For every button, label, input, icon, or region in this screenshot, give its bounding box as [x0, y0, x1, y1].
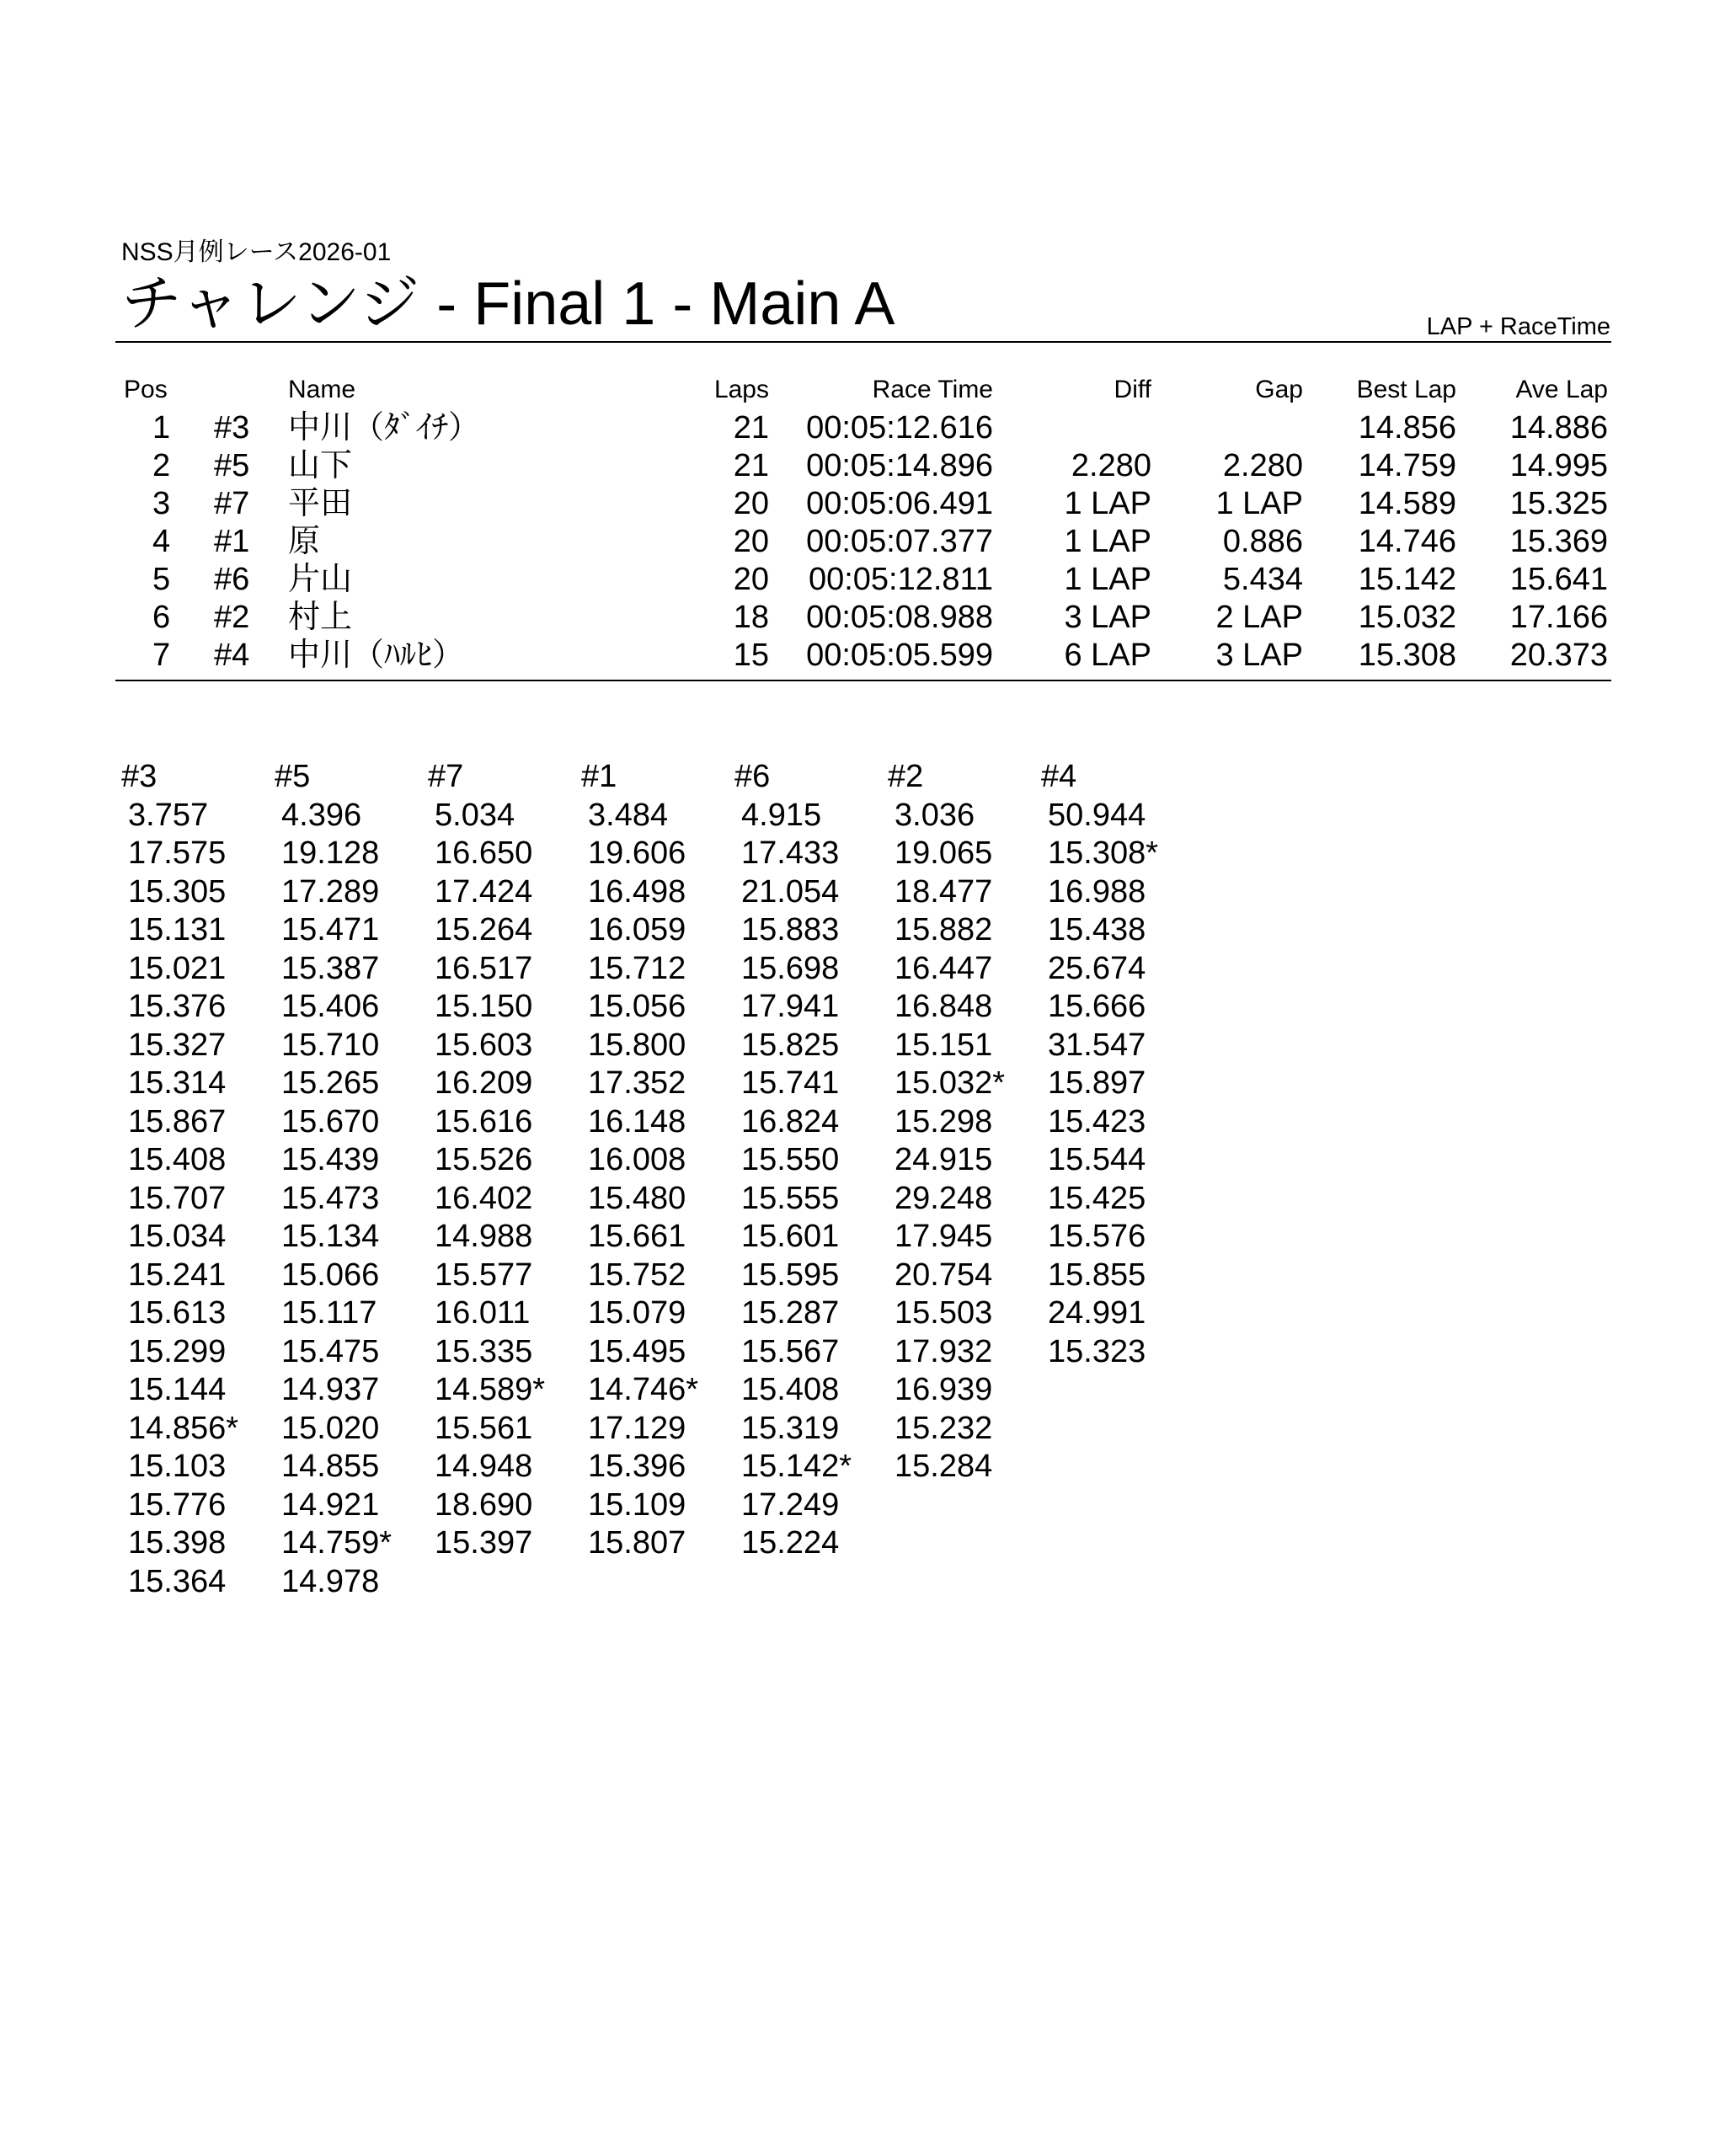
lap-time: 15.406 [281, 989, 380, 1024]
result-best-lap: 14.589 [1358, 486, 1456, 521]
result-driver-name: 原 [288, 524, 321, 559]
lap-time: 15.544 [1048, 1142, 1146, 1177]
lap-time: 16.008 [588, 1142, 686, 1177]
lap-time: 15.397 [435, 1525, 533, 1561]
lap-time: 15.265 [281, 1065, 380, 1101]
lap-time: 15.595 [741, 1257, 840, 1293]
lap-time: 15.327 [128, 1027, 227, 1063]
result-best-lap: 14.746 [1358, 524, 1456, 559]
lap-time: 15.150 [435, 989, 533, 1024]
lap-time: 15.867 [128, 1103, 227, 1139]
lap-time: 16.939 [895, 1372, 993, 1407]
lap-time: 17.289 [281, 873, 380, 910]
result-laps: 20 [733, 486, 769, 521]
lap-time: 16.498 [588, 873, 686, 910]
lap-time: 15.471 [281, 912, 380, 947]
lap-time: 15.776 [128, 1486, 227, 1523]
result-laps: 21 [733, 410, 769, 446]
result-driver-name: 片山 [288, 562, 353, 597]
lap-time: 15.616 [435, 1103, 533, 1139]
lap-time: 19.065 [895, 835, 993, 871]
result-car-number: #1 [214, 524, 250, 559]
result-ave-lap: 15.641 [1509, 562, 1608, 597]
lap-time: 14.937 [281, 1372, 380, 1407]
lap-time: 4.396 [281, 797, 362, 833]
lap-time: 15.323 [1048, 1333, 1146, 1369]
lap-time: 15.480 [588, 1180, 686, 1216]
lap-time: 31.547 [1048, 1027, 1146, 1063]
col-header-gap: Gap [1255, 376, 1303, 403]
lap-time: 16.402 [435, 1180, 533, 1216]
col-header-best-lap: Best Lap [1356, 376, 1456, 403]
result-ave-lap: 15.325 [1509, 486, 1608, 521]
lap-time: 15.473 [281, 1180, 380, 1216]
result-driver-name: 村上 [288, 600, 353, 635]
lap-time: 17.932 [895, 1333, 993, 1369]
results-divider [115, 680, 1611, 681]
lap-time: 14.746* [588, 1372, 699, 1407]
lap-column [275, 758, 428, 1601]
result-row [115, 599, 1611, 637]
lap-column-car-number: #4 [1041, 759, 1077, 794]
result-car-number: #3 [214, 410, 250, 446]
lap-time: 15.224 [741, 1525, 840, 1561]
result-car-number: #6 [214, 562, 250, 597]
lap-column [1041, 758, 1194, 1371]
lap-time: 15.661 [588, 1219, 686, 1254]
result-race-time: 00:05:14.896 [806, 448, 993, 483]
lap-time: 18.477 [895, 873, 993, 910]
lap-time: 15.396 [588, 1449, 686, 1484]
lap-time: 15.439 [281, 1142, 380, 1177]
lap-column-car-number: #7 [428, 759, 464, 794]
lap-time: 29.248 [895, 1180, 993, 1216]
lap-time: 15.577 [435, 1257, 533, 1293]
lap-time: 14.856* [128, 1410, 239, 1446]
lap-time: 15.670 [281, 1103, 380, 1139]
lap-time: 15.800 [588, 1027, 686, 1063]
result-driver-name: 中川（ﾀﾞｲﾁ） [288, 410, 481, 446]
lap-time: 15.707 [128, 1180, 227, 1216]
result-car-number: #2 [214, 600, 250, 635]
lap-column [888, 758, 1041, 1486]
result-driver-name: 中川（ﾊﾙﾋ） [288, 638, 465, 673]
lap-time: 15.284 [895, 1449, 993, 1484]
header-divider [115, 341, 1611, 343]
lap-time: 15.335 [435, 1333, 533, 1369]
lap-time: 5.034 [435, 797, 515, 833]
lap-time: 15.298 [895, 1103, 993, 1139]
lap-time: 15.103 [128, 1449, 227, 1484]
result-diff: 1 LAP [1064, 524, 1151, 559]
lap-time: 15.495 [588, 1333, 686, 1369]
lap-time: 17.249 [741, 1486, 840, 1523]
result-gap: 3 LAP [1215, 638, 1303, 673]
lap-column-car-number: #6 [734, 759, 771, 794]
lap-time: 16.011 [435, 1295, 531, 1331]
lap-time: 3.036 [895, 797, 975, 833]
lap-time: 15.601 [741, 1219, 840, 1254]
lap-time: 15.883 [741, 912, 840, 947]
lap-time: 14.921 [281, 1486, 380, 1523]
lap-time: 15.712 [588, 950, 686, 986]
lap-time: 15.305 [128, 873, 227, 910]
result-race-time: 00:05:06.491 [806, 486, 993, 521]
event-name: NSS月例レース2026-01 [121, 238, 392, 266]
lap-time: 15.408 [128, 1142, 227, 1177]
lap-time: 15.387 [281, 950, 380, 986]
race-title: チャレンジ - Final 1 - Main A [121, 270, 895, 338]
lap-time: 15.264 [435, 912, 533, 947]
lap-column-car-number: #1 [581, 759, 617, 794]
lap-time: 15.376 [128, 989, 227, 1024]
result-pos: 2 [152, 448, 171, 483]
result-pos: 6 [152, 600, 171, 635]
lap-time: 15.287 [741, 1295, 840, 1331]
lap-column [734, 758, 888, 1563]
result-driver-name: 平田 [288, 486, 353, 521]
result-gap: 0.886 [1222, 524, 1303, 559]
lap-time: 4.915 [741, 797, 822, 833]
lap-time: 15.603 [435, 1027, 533, 1063]
col-header-name: Name [288, 376, 356, 403]
lap-time: 15.232 [895, 1410, 993, 1446]
result-laps: 21 [733, 448, 769, 483]
lap-time: 14.759* [281, 1525, 393, 1561]
result-gap: 1 LAP [1215, 486, 1303, 521]
result-best-lap: 14.759 [1358, 448, 1456, 483]
result-car-number: #7 [214, 486, 250, 521]
result-diff: 6 LAP [1064, 638, 1151, 673]
lap-time: 15.134 [281, 1219, 380, 1254]
result-diff: 3 LAP [1064, 600, 1151, 635]
result-diff: 1 LAP [1064, 562, 1151, 597]
lap-time: 15.555 [741, 1180, 840, 1216]
lap-time: 15.056 [588, 989, 686, 1024]
result-best-lap: 15.308 [1358, 638, 1456, 673]
result-pos: 7 [152, 638, 171, 673]
lap-time: 24.915 [895, 1142, 993, 1177]
result-pos: 3 [152, 486, 171, 521]
result-race-time: 00:05:07.377 [806, 524, 993, 559]
lap-time: 15.807 [588, 1525, 686, 1561]
lap-time: 15.475 [281, 1333, 380, 1369]
lap-time: 15.567 [741, 1333, 840, 1369]
result-pos: 4 [152, 524, 171, 559]
lap-time: 17.433 [741, 835, 840, 871]
result-ave-lap: 20.373 [1509, 638, 1608, 673]
col-header-race-time: Race Time [872, 376, 993, 403]
lap-time: 15.020 [281, 1410, 380, 1446]
lap-time: 14.948 [435, 1449, 533, 1484]
lap-time: 15.425 [1048, 1180, 1146, 1216]
results-header-row [115, 371, 1611, 409]
lap-time: 15.698 [741, 950, 840, 986]
result-row [115, 409, 1611, 447]
result-row [115, 447, 1611, 485]
lap-time: 15.109 [588, 1486, 686, 1523]
lap-time: 15.882 [895, 912, 993, 947]
result-gap: 5.434 [1222, 562, 1303, 597]
lap-time: 15.079 [588, 1295, 686, 1331]
lap-time: 15.131 [128, 912, 227, 947]
lap-time: 18.690 [435, 1486, 533, 1523]
lap-time: 15.319 [741, 1410, 840, 1446]
lap-column [581, 758, 734, 1563]
lap-time: 15.314 [128, 1065, 227, 1101]
lap-time: 17.424 [435, 873, 533, 910]
lap-time: 15.142* [741, 1449, 852, 1484]
result-laps: 20 [733, 562, 769, 597]
timing-mode: LAP + RaceTime [1426, 313, 1610, 340]
result-race-time: 00:05:12.811 [808, 562, 993, 597]
lap-time: 15.897 [1048, 1065, 1146, 1101]
lap-column [428, 758, 581, 1563]
result-row [115, 523, 1611, 561]
lap-time: 3.757 [128, 797, 209, 833]
lap-time: 15.066 [281, 1257, 380, 1293]
lap-time: 20.754 [895, 1257, 993, 1293]
lap-time: 15.034 [128, 1219, 227, 1254]
col-header-laps: Laps [713, 376, 769, 403]
result-ave-lap: 15.369 [1509, 524, 1608, 559]
result-best-lap: 15.032 [1358, 600, 1456, 635]
result-pos: 1 [152, 410, 171, 446]
result-ave-lap: 14.886 [1509, 410, 1608, 446]
lap-time: 14.978 [281, 1563, 380, 1599]
lap-time: 14.855 [281, 1449, 380, 1484]
result-pos: 5 [152, 562, 171, 597]
lap-time: 15.398 [128, 1525, 227, 1561]
result-race-time: 00:05:12.616 [806, 410, 993, 446]
lap-time: 14.988 [435, 1219, 533, 1254]
lap-time: 15.550 [741, 1142, 840, 1177]
result-car-number: #5 [214, 448, 250, 483]
lap-time: 15.299 [128, 1333, 227, 1369]
lap-time: 15.825 [741, 1027, 840, 1063]
result-race-time: 00:05:05.599 [806, 638, 993, 673]
lap-time: 15.438 [1048, 912, 1146, 947]
result-laps: 20 [733, 524, 769, 559]
lap-time: 16.650 [435, 835, 533, 871]
lap-time: 15.741 [741, 1065, 840, 1101]
result-row [115, 637, 1611, 675]
lap-time: 19.128 [281, 835, 380, 871]
lap-time: 17.941 [741, 989, 840, 1024]
lap-time: 17.945 [895, 1219, 993, 1254]
result-ave-lap: 14.995 [1509, 448, 1608, 483]
lap-time: 14.589* [435, 1372, 546, 1407]
lap-time: 16.517 [435, 950, 533, 986]
col-header-pos: Pos [124, 376, 168, 403]
result-row [115, 561, 1611, 599]
lap-time: 15.021 [128, 950, 227, 986]
lap-time: 16.988 [1048, 873, 1146, 910]
lap-time: 15.561 [435, 1410, 533, 1446]
lap-time: 15.151 [895, 1027, 993, 1063]
result-best-lap: 14.856 [1358, 410, 1456, 446]
result-ave-lap: 17.166 [1509, 600, 1608, 635]
lap-time: 16.447 [895, 950, 993, 986]
result-driver-name: 山下 [288, 448, 353, 483]
lap-time: 15.117 [281, 1295, 377, 1331]
lap-time: 15.503 [895, 1295, 993, 1331]
lap-time: 15.710 [281, 1027, 380, 1063]
lap-time: 15.752 [588, 1257, 686, 1293]
lap-time: 15.423 [1048, 1103, 1146, 1139]
lap-time: 15.032* [895, 1065, 1006, 1101]
lap-time: 15.526 [435, 1142, 533, 1177]
lap-time: 17.352 [588, 1065, 686, 1101]
lap-time: 15.308* [1048, 835, 1159, 871]
lap-time: 17.129 [588, 1410, 686, 1446]
lap-time: 24.991 [1048, 1295, 1146, 1331]
lap-time: 16.059 [588, 912, 686, 947]
lap-time: 15.613 [128, 1295, 227, 1331]
lap-time: 15.241 [128, 1257, 227, 1293]
result-laps: 15 [733, 638, 769, 673]
lap-time: 15.576 [1048, 1219, 1146, 1254]
lap-time: 15.666 [1048, 989, 1146, 1024]
lap-time: 15.364 [128, 1563, 227, 1599]
lap-column-car-number: #3 [121, 759, 158, 794]
col-header-diff: Diff [1114, 376, 1151, 403]
result-laps: 18 [733, 600, 769, 635]
lap-time: 16.209 [435, 1065, 533, 1101]
result-gap: 2 LAP [1215, 600, 1303, 635]
lap-time: 17.575 [128, 835, 227, 871]
lap-time: 3.484 [588, 797, 669, 833]
result-gap: 2.280 [1222, 448, 1303, 483]
result-car-number: #4 [214, 638, 250, 673]
lap-column-car-number: #2 [888, 759, 924, 794]
lap-time: 15.408 [741, 1372, 840, 1407]
lap-time: 21.054 [741, 873, 840, 910]
result-diff: 2.280 [1071, 448, 1151, 483]
lap-time: 16.824 [741, 1103, 840, 1139]
lap-time: 25.674 [1048, 950, 1146, 986]
lap-time: 16.148 [588, 1103, 686, 1139]
lap-time: 15.144 [128, 1372, 227, 1407]
lap-time: 50.944 [1048, 797, 1146, 833]
results-table [115, 371, 1611, 675]
result-diff: 1 LAP [1064, 486, 1151, 521]
lap-column-car-number: #5 [275, 759, 311, 794]
result-race-time: 00:05:08.988 [806, 600, 993, 635]
lap-time: 15.855 [1048, 1257, 1146, 1293]
lap-time: 16.848 [895, 989, 993, 1024]
col-header-ave-lap: Ave Lap [1515, 376, 1608, 403]
result-row [115, 485, 1611, 523]
results-body [115, 409, 1611, 675]
lap-column [121, 758, 275, 1601]
result-best-lap: 15.142 [1358, 562, 1456, 597]
lap-time: 19.606 [588, 835, 686, 871]
